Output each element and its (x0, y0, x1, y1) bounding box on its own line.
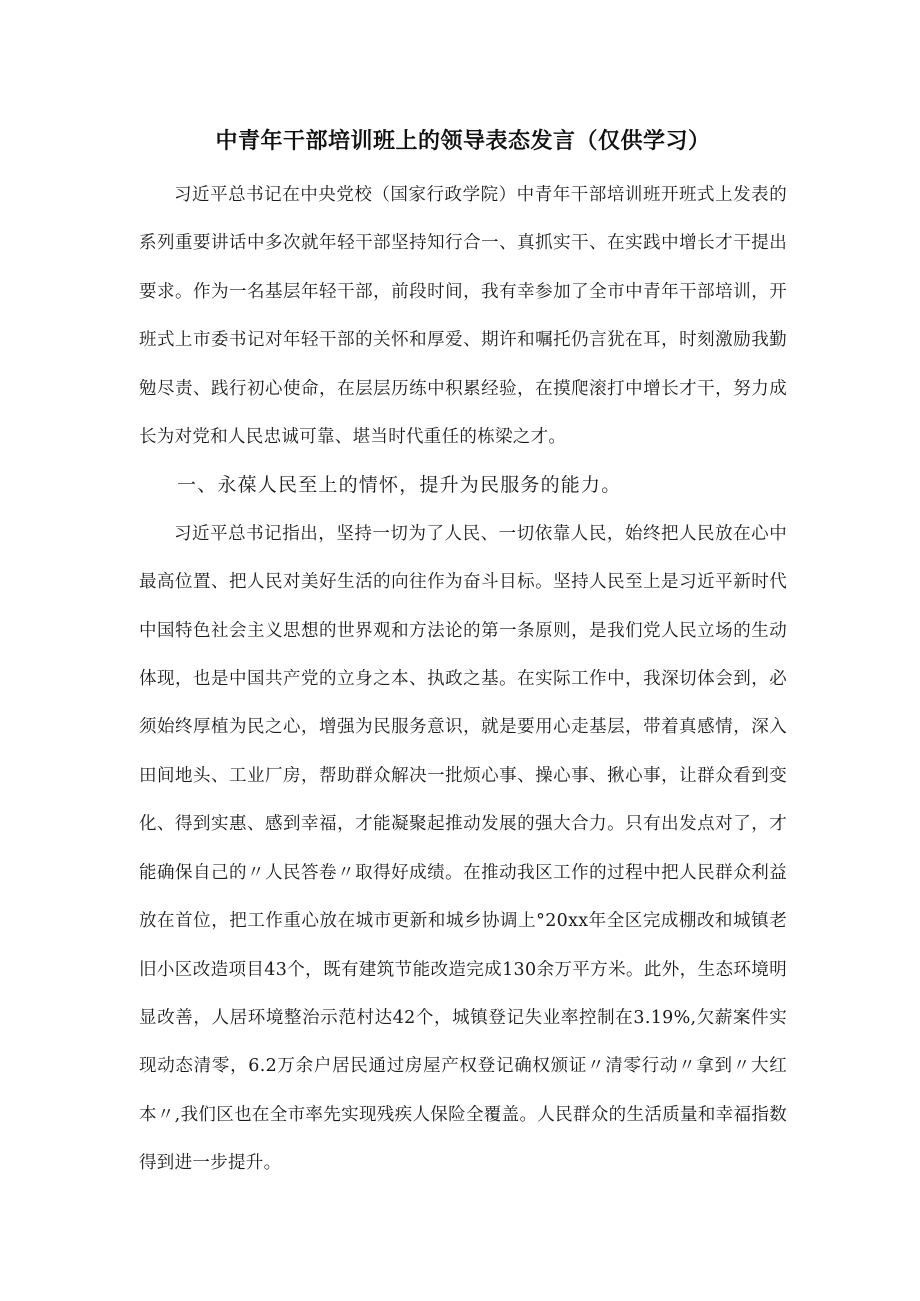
document-page (139, 118, 787, 1188)
section-heading: 一、永葆人民至上的情怀，提升为民服务的能力。 (177, 474, 622, 497)
document-title: 中青年干部培训班上的领导表态发言（仅供学习） (215, 129, 711, 154)
section-paragraph: 习近平总书记指出，坚持一切为了人民、一切依靠人民，始终把人民放在心中最高位置、把人民对美好生活的向往作为奋斗目标。坚持人民至上是习近平新时代中国特色社会主义思想的世界观和方法论的第一条原则，是我们党人民立场的生动体现，也是中国共产党的立身之本、执政之基。在实际工作中，我深切体会到，必须始终厚植为民之心，增强为民服务意识，就是要用心走基层，带着真感情，深入田间地头、工业厂房，帮助群众解决一批烦心事、操心事、揪心事，让群众看到变化、得到实惠、感到幸福，才能凝聚起推动发展的强大合力。只有出发点对了，才能确保自己的〃人民答卷〃取得好成绩。在推动我区工作的过程中把人民群众利益放在首位，把工作重心放在城市更新和城乡协调上°20xx年全区完成棚改和城镇老旧小区改造项目43个，既有建筑节能改造完成130余万平方米。此外，生态环境明显改善，人居环境整治示范村达42个，城镇登记失业率控制在3.19%,欠薪案件实现动态清零，6.2万余户居民通过房屋产权登记确权颁证〃清零行动〃拿到〃大红本〃,我们区也在全市率先实现残疾人保险全覆盖。人民群众的生活质量和幸福指数得到进一步提升。 (139, 523, 787, 1174)
intro-paragraph: 习近平总书记在中央党校（国家行政学院）中青年干部培训班开班式上发表的系列重要讲话中多次就年轻干部坚持知行合一、真抓实干、在实践中增长才干提出要求。作为一名基层年轻干部，前段时间，我有幸参加了全市中青年干部培训，开班式上市委书记对年轻干部的关怀和厚爱、期许和嘱托仍言犹在耳，时刻激励我勤勉尽责、践行初心使命，在层层历练中积累经验，在摸爬滚打中增长才干，努力成长为对党和人民忠诚可靠、堪当时代重任的栋梁之才。 (139, 185, 787, 448)
